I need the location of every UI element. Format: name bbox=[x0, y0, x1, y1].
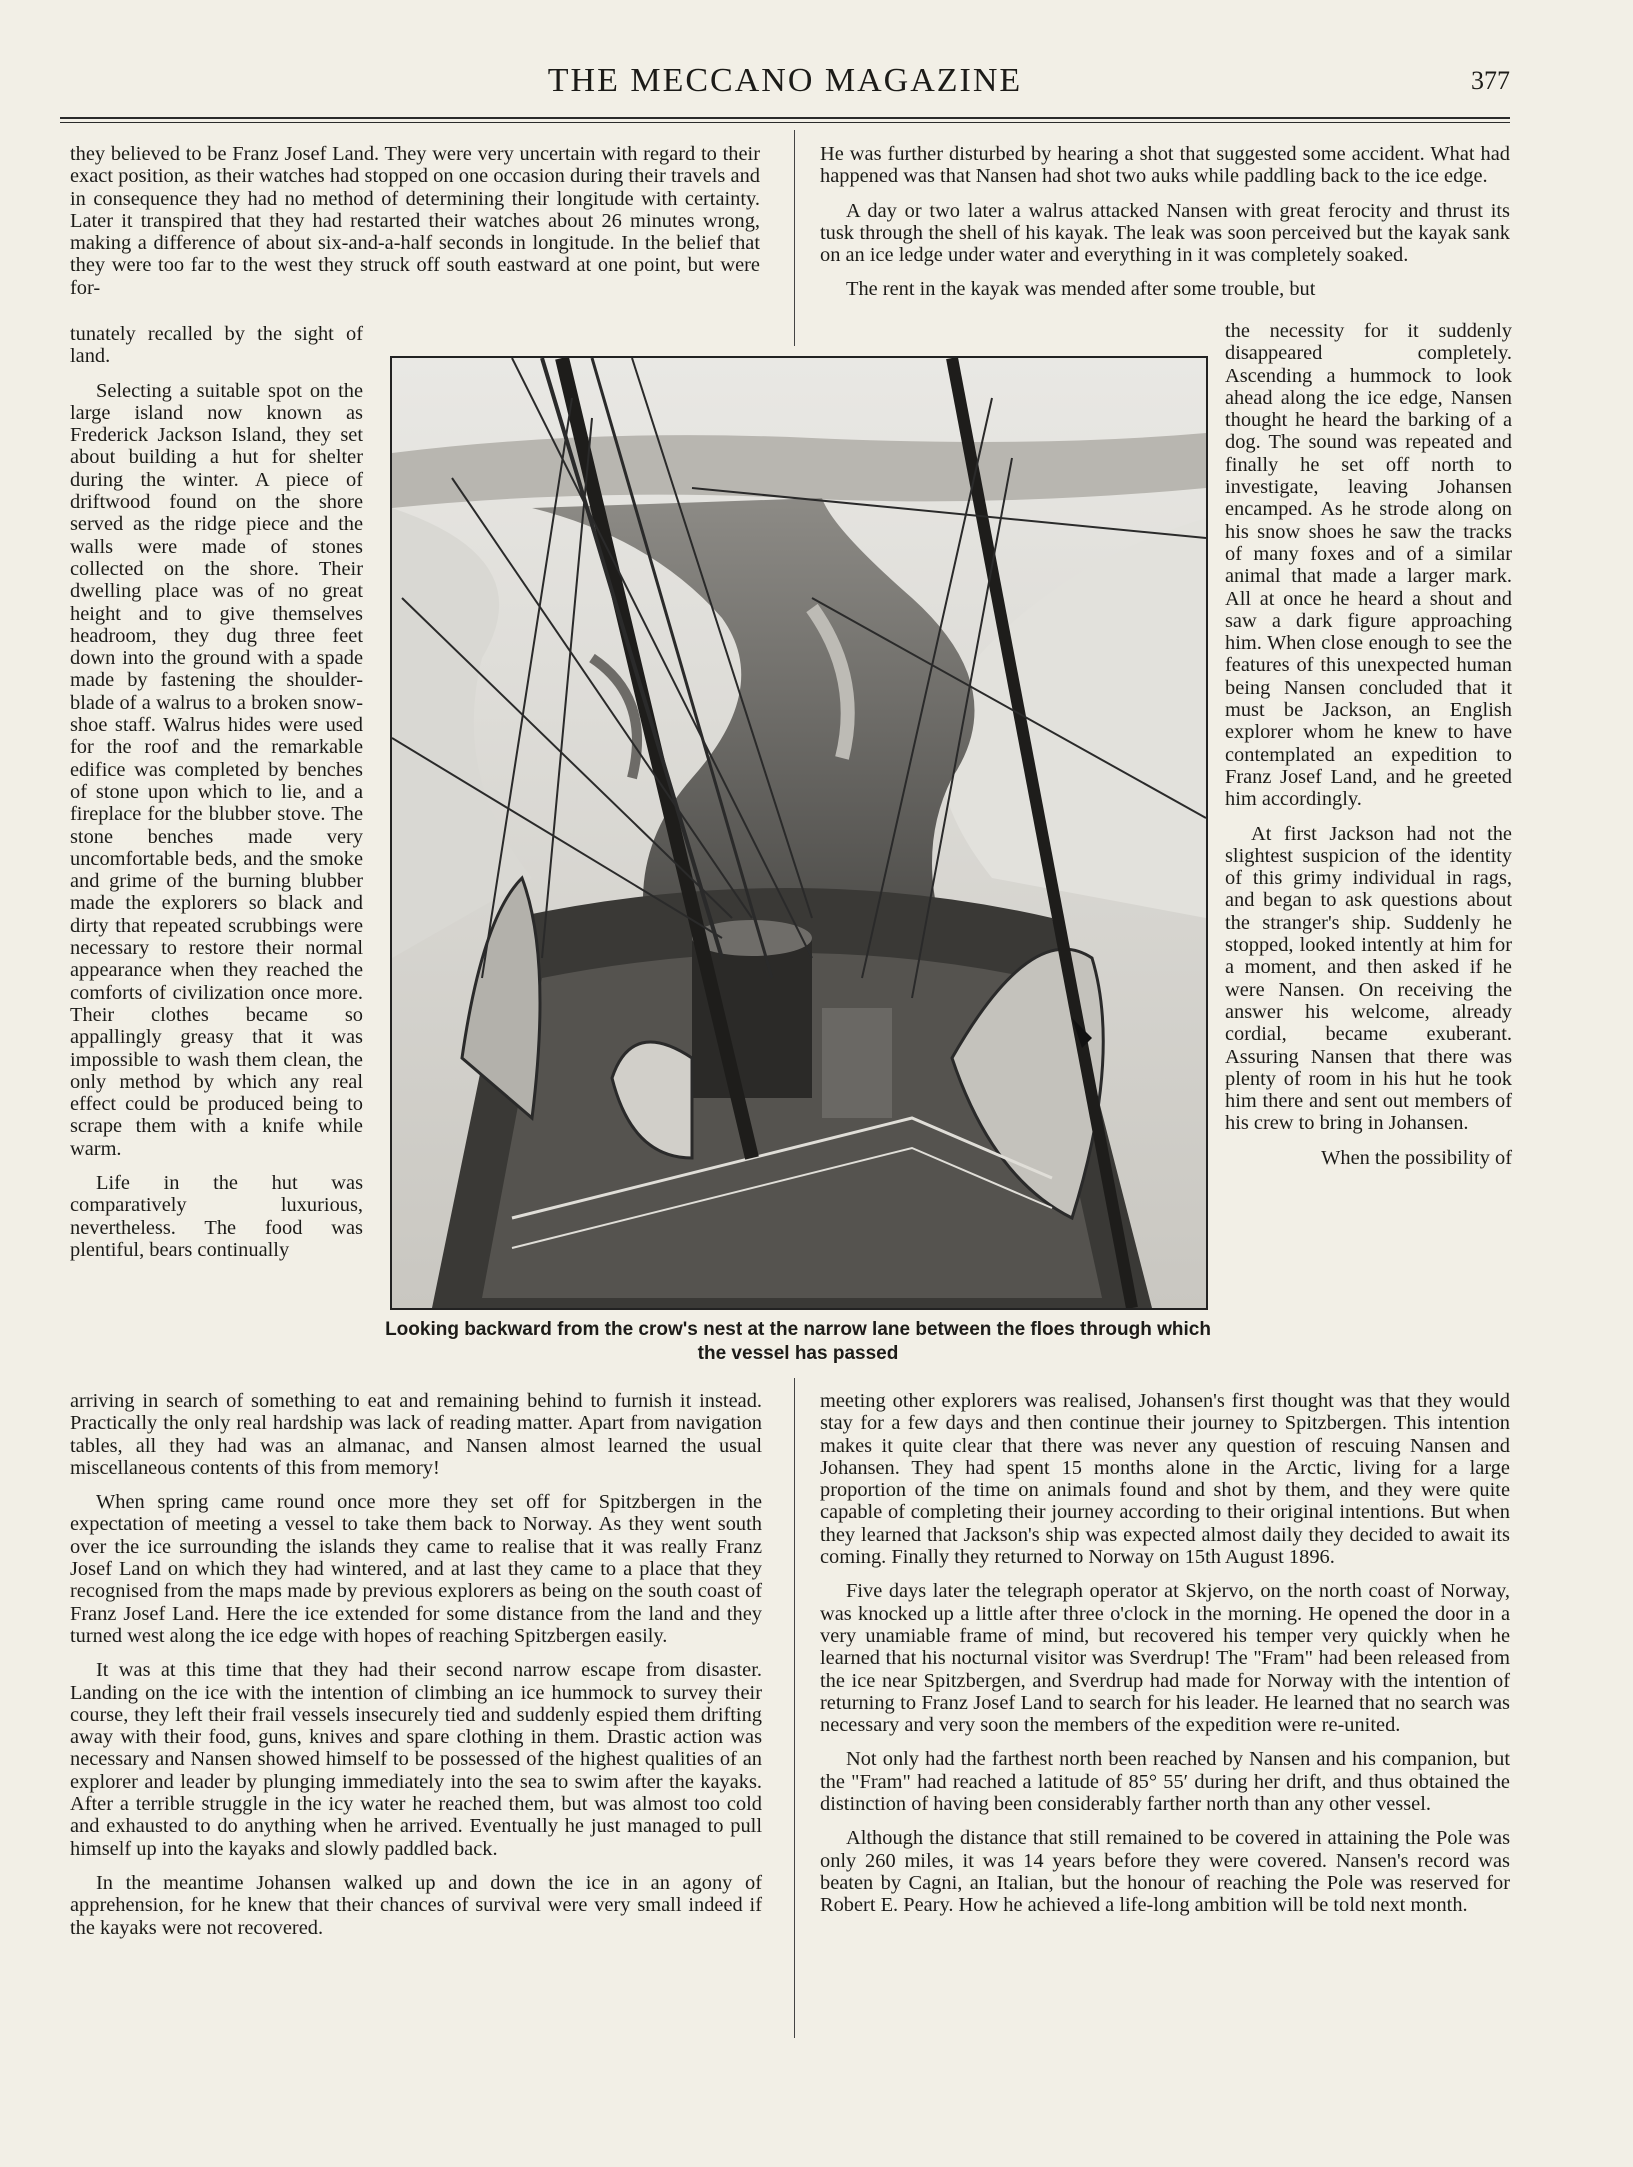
paragraph: When spring came round once more they set off for Spitzbergen in the expectation of meeting a vessel to take them back to Norway. As they went south over the ice surrounding the islands they came to realise that it was really Franz Josef Land on which they had wintered, and at last they came to a place that they recognised from the maps made by previous explorers as being on the south coast of Franz Josef Land. Here the ice extended for some distance from the land and they turned west along the ice edge with hopes of reaching Spitzbergen easily. bbox=[70, 1491, 762, 1647]
left-column-top bbox=[70, 143, 760, 311]
right-column-bottom bbox=[820, 1390, 1510, 1929]
paragraph: the necessity for it suddenly disappeared completely. Ascending a hummock to look ahead along the ice edge, Nansen thought he heard the barking of a dog. The sound was repeated and finally he set off north to investigate, leaving Johansen encamped. As he strode along on his snow shoes he saw the tracks of many foxes and of a similar animal that made a larger mark. All at once he heard a shout and saw a dark figure approaching him. When close enough to see the features of this unexpected human being Nansen concluded that it must be Jackson, an English explorer whom he knew to have contemplated an expedition to Franz Josef Land, and he greeted him accordingly. bbox=[1225, 320, 1512, 811]
figure-caption: Looking backward from the crow's nest at the narrow lane between the floes through which the vessel has passed bbox=[385, 1319, 1211, 1364]
page-number: 377 bbox=[1471, 66, 1510, 95]
paragraph: Life in the hut was comparatively luxurious, nevertheless. The food was plentiful, bears continually bbox=[70, 1171, 363, 1261]
right-column-narrow bbox=[1225, 320, 1512, 1169]
paragraph: Five days later the telegraph operator at Skjervo, on the north coast of Norway, was knocked up a little after three o'clock in the morning. He opened the door in a very unamiable frame of mind, but recovered his temper very quickly when he learned that his nocturnal visitor was Sverdrup! The "Fram" had been released from the ice near Spitzbergen, and Sverdrup had made for Norway with the intention of returning to Franz Josef Land to search for his leader. He learned that no search was necessary and very soon the members of the expedition were re-united. bbox=[820, 1580, 1510, 1737]
paragraph: Although the distance that still remained to be covered in attaining the Pole was only 260 miles, it was 14 years before they were covered. Nansen's record was beaten by Cagni, an Italian, but the honour of reaching the Pole was reserved for Robert E. Peary. How he achieved a life-long ambition will be told next month. bbox=[820, 1827, 1510, 1917]
paragraph: arriving in search of something to eat and remaining behind to furnish it instead. Practically the only real hardship was lack of reading matter. Apart from navigation tables, all they had was an almanac, and Nansen almost learned the usual miscellaneous contents of this from memory! bbox=[70, 1390, 762, 1479]
header-rule bbox=[60, 117, 1510, 119]
column-divider-top bbox=[794, 130, 795, 346]
left-column-narrow bbox=[70, 323, 363, 1261]
paragraph: tunately recalled by the sight of land. bbox=[70, 323, 363, 368]
paragraph: The rent in the kayak was mended after some trouble, but bbox=[846, 278, 1316, 301]
paragraph: A day or two later a walrus attacked Nansen with great ferocity and thrust its tusk through the shell of his kayak. The leak was soon perceived but the kayak sank on an ice ledge under water and everything in it was completely soaked. bbox=[820, 199, 1510, 267]
paragraph: they believed to be Franz Josef Land. They were very uncertain with regard to their exact position, as their watches had stopped on one occasion during their travels and in consequence they had no method of determining their longitude with certainty. Later it transpired that they had restarted their watches about 26 minutes wrong, making a difference of about six-and-a-half seconds in longitude. In the belief that they were too far to the west they struck off south eastward at one point, but were for- bbox=[70, 143, 760, 299]
ship-crows-nest-photo-icon bbox=[392, 358, 1206, 1308]
left-column-bottom bbox=[70, 1390, 762, 1951]
header-rule-thin bbox=[60, 122, 1510, 123]
paragraph: It was at this time that they had their second narrow escape from disaster. Landing on the ice with the intention of climbing an ice hummock to survey their course, they left their frail vessels insecurely tied and suddenly espied them drifting away with their food, guns, knives and spare clothing in them. Drastic action was necessary and Nansen showed himself to be possessed of the highest qualities of an explorer and leader by plunging immediately into the sea to swim after the kayaks. After a terrible struggle in the icy water he reached them, but was almost too cold and exhausted to do anything when he arrived. Eventually he just managed to pull himself up into the kayaks and slowly paddled back. bbox=[70, 1659, 762, 1860]
paragraph: meeting other explorers was realised, Johansen's first thought was that they would stay for a few days and then continue their journey to Spitzbergen. This intention makes it quite clear that there was never any question of rescuing Nansen and Johansen. They had spent 15 months alone in the Arctic, living for a large proportion of the time on animals found and shot by them, and they were quite capable of completing their journey according to their original intentions. But when they learned that Jackson's ship was expected almost daily they decided to await its coming. Finally they returned to Norway on 15th August 1896. bbox=[820, 1390, 1510, 1569]
page-header bbox=[60, 62, 1510, 114]
column-divider-bottom bbox=[794, 1378, 795, 2038]
paragraph: When the possibility of bbox=[1321, 1146, 1512, 1169]
paragraph: He was further disturbed by hearing a shot that suggested some accident. What had happened was that Nansen had shot two auks while paddling back to the ice edge. bbox=[820, 143, 1510, 188]
paragraph: At first Jackson had not the slightest suspicion of the identity of this grimy individual in rags, and began to ask questions about the stranger's ship. Suddenly he stopped, looked intently at him for a moment, and then asked if he were Nansen. On receiving the answer his welcome, already cordial, became exuberant. Assuring Nansen that there was plenty of room in his hut he took him there and sent out members of his crew to bring in Johansen. bbox=[1225, 822, 1512, 1135]
magazine-title: THE MECCANO MAGAZINE bbox=[547, 62, 1023, 99]
paragraph: Not only had the farthest north been reached by Nansen and his companion, but the "Fram" had reached a latitude of 85° 55′ during her drift, and thus obtained the distinction of having been considerably farther north than any other vessel. bbox=[820, 1748, 1510, 1816]
right-column-top bbox=[820, 143, 1510, 301]
paragraph: Selecting a suitable spot on the large island now known as Frederick Jackson Island, they set about building a hut for shelter during the winter. A piece of driftwood found on the shore served as the ridge piece and the walls were made of stones collected on the shore. Their dwelling place was of no great height and to give themselves headroom, they dug three feet down into the ground with a spade made by fastening the shoulder-blade of a walrus to a broken snow-shoe staff. Walrus hides were used for the roof and the remarkable edifice was completed by benches of stone upon which to lie, and a fireplace for the blubber stove. The stone benches made very uncomfortable beds, and the smoke and grime of the burning blubber made the explorers so black and dirty that repeated scrubbings were necessary to restore their normal appearance when they reached the comforts of civilization once more. Their clothes became so appallingly greasy that it was impossible to wash them clean, the only method by which any real effect could be produced being to scrape them with a knife while warm. bbox=[70, 379, 363, 1160]
paragraph: In the meantime Johansen walked up and down the ice in an agony of apprehension, for he knew that their chances of survival were very small indeed if the kayaks were not recovered. bbox=[70, 1871, 762, 1939]
ship-photo bbox=[390, 356, 1208, 1310]
